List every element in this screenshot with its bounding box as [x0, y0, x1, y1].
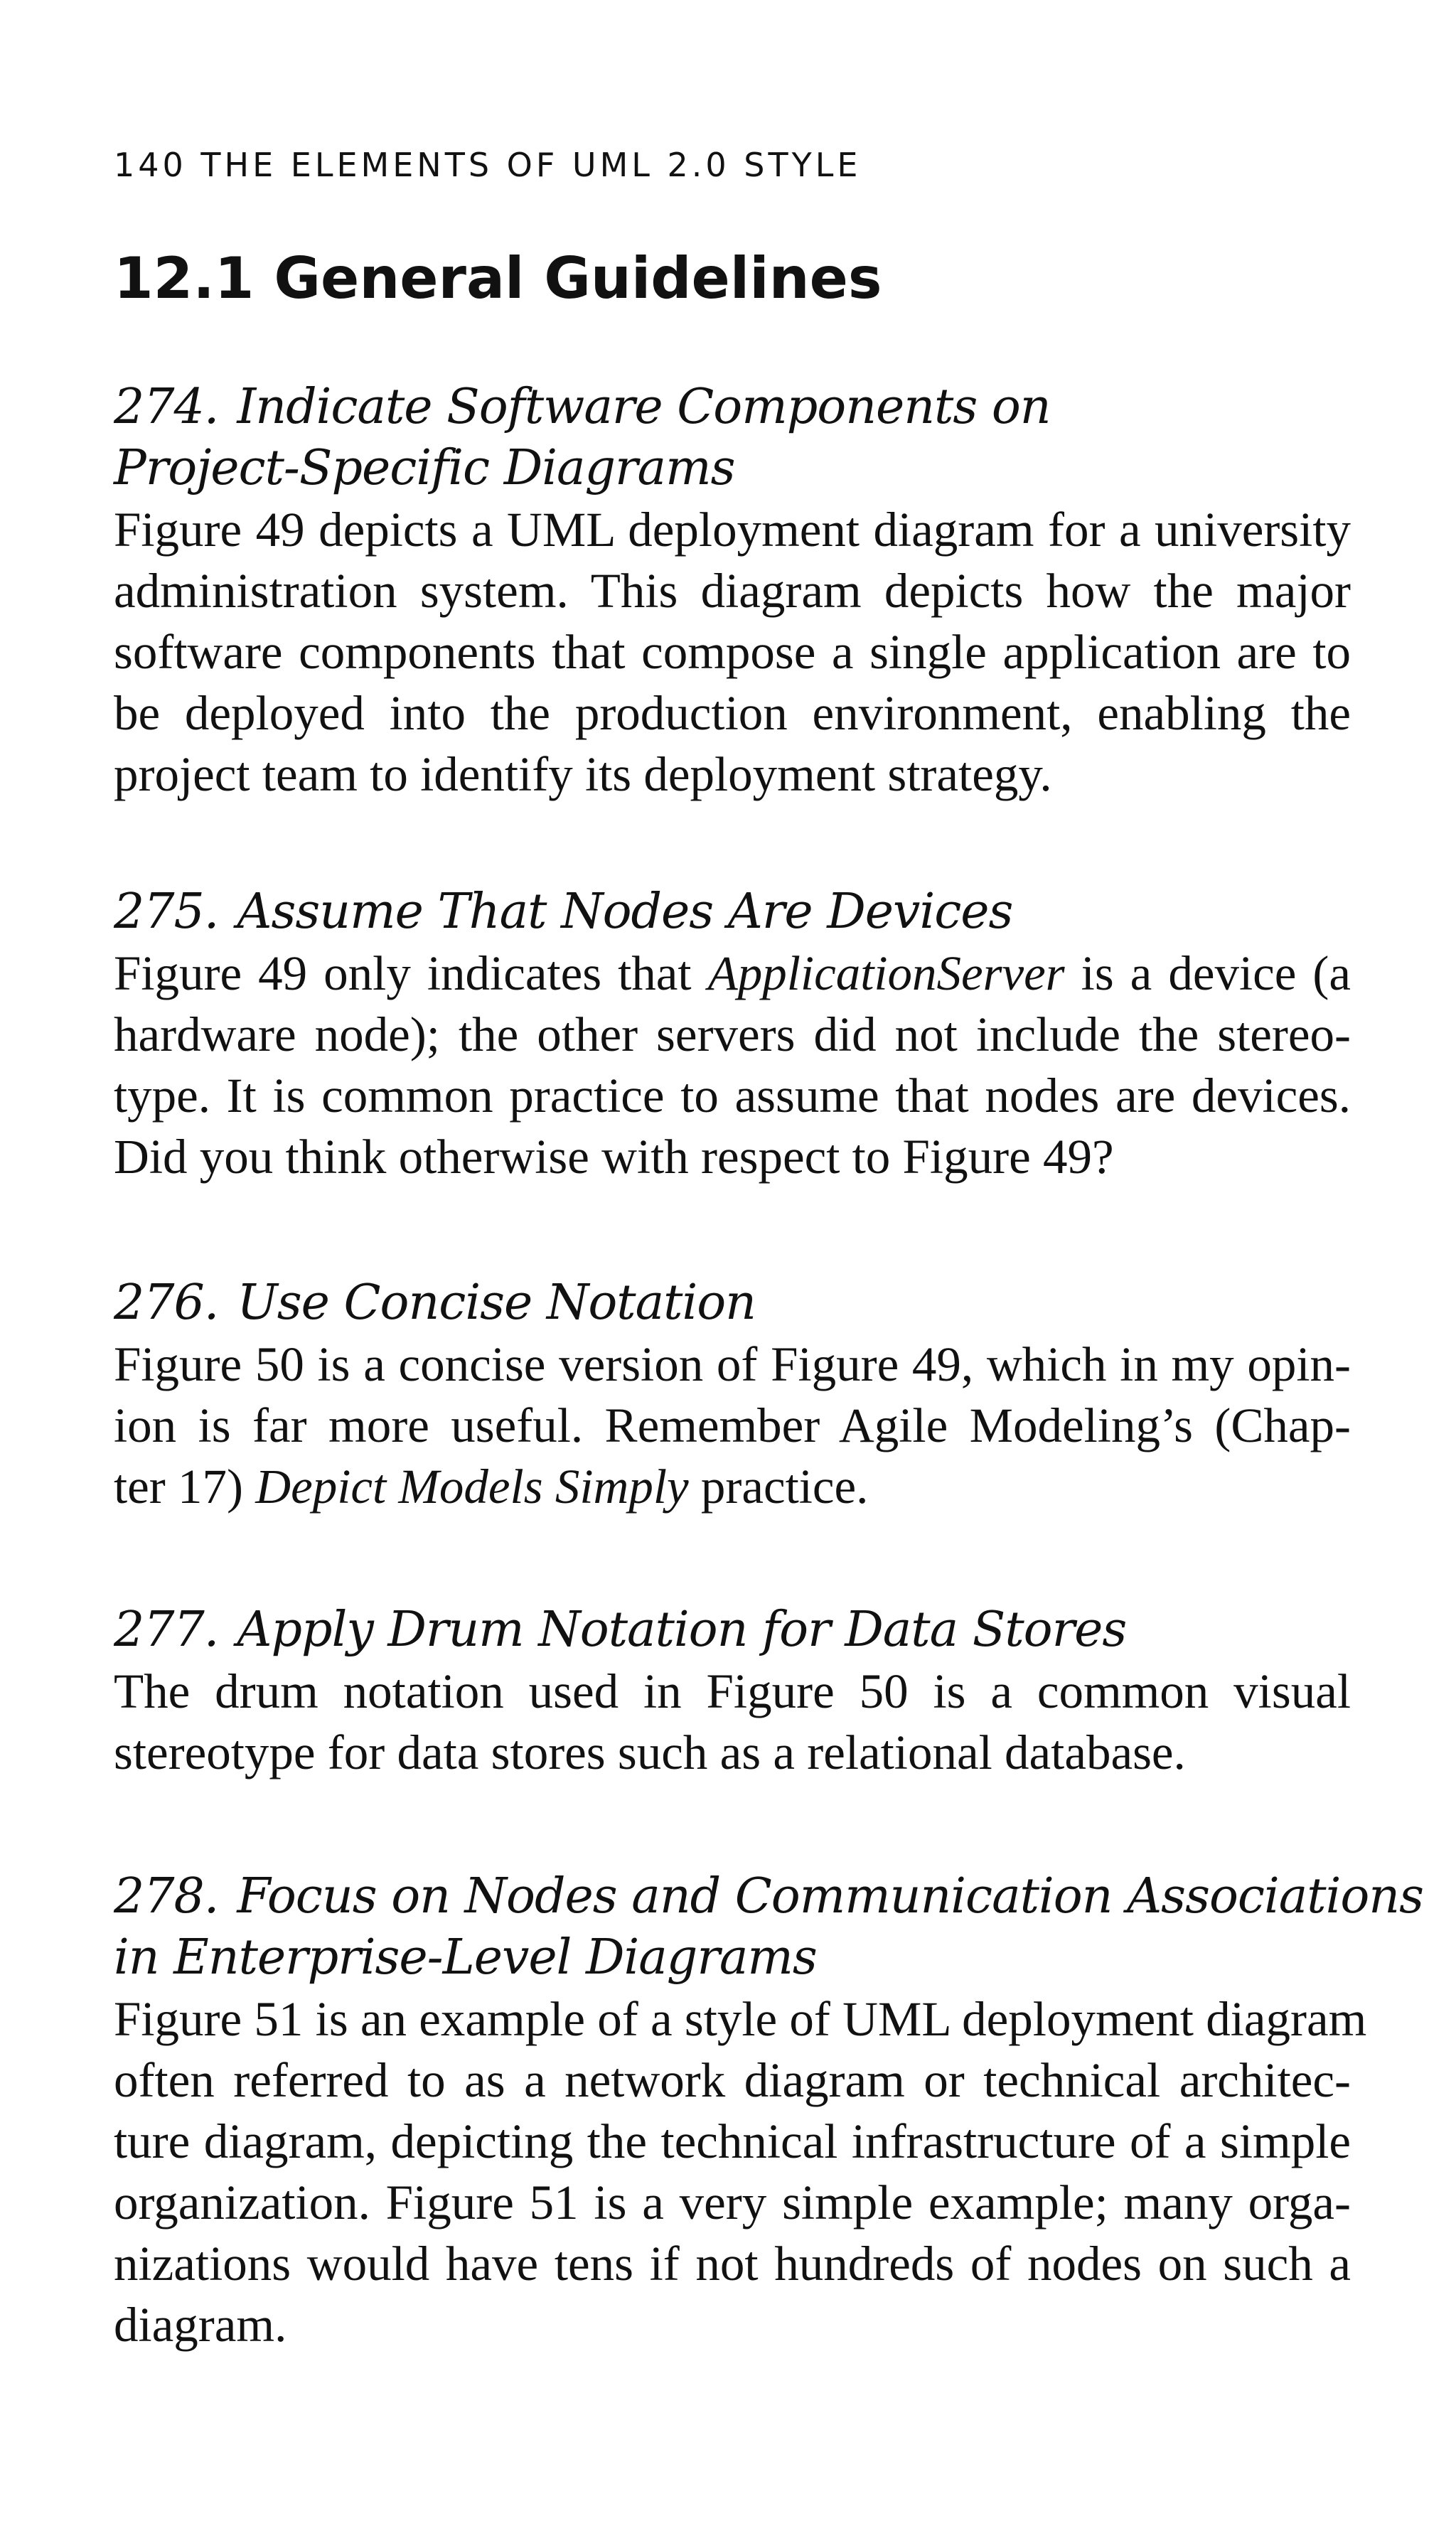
guideline-item — [114, 1273, 1351, 1517]
guideline-heading-line — [114, 438, 1351, 499]
body-line: organization. Figure 51 is a very simple example; many orga- — [114, 2175, 1351, 2230]
emphasized-term: Depict Models Simply — [255, 1460, 689, 1514]
guideline-heading-line — [114, 1273, 1351, 1334]
body-line — [114, 1456, 1351, 1517]
body-line: ture diagram, depicting the technical infrastructure of a simple — [114, 2114, 1351, 2168]
guideline-heading-line — [114, 1600, 1351, 1661]
guideline-body — [114, 499, 1351, 805]
guideline-title-text: in Enterprise-Level Diagrams — [114, 1929, 817, 1986]
body-line: Figure 49 depicts a UML deployment diagram for a university — [114, 503, 1351, 557]
guideline-title-text: Apply Drum Notation for Data Stores — [237, 1602, 1127, 1658]
guideline-body — [114, 1661, 1351, 1783]
body-line: Did you think otherwise with respect to Figure 49? — [114, 1130, 1114, 1184]
section-number: 12.1 — [114, 245, 255, 311]
guideline-title-text: Assume That Nodes Are Devices — [237, 884, 1013, 940]
running-head: 140 THE ELEMENTS OF UML 2.0 STYLE — [114, 146, 862, 184]
body-line: nizations would have tens if not hundreds of nodes on such a — [114, 2237, 1351, 2291]
guideline-heading-line — [114, 882, 1351, 943]
body-line: The drum notation used in Figure 50 is a common visual — [114, 1664, 1351, 1718]
body-line: administration system. This diagram depicts how the major — [114, 564, 1351, 618]
body-line: Figure 51 is an example of a style of UML deployment diagram — [114, 1992, 1367, 2046]
body-line: project team to identify its deployment strategy. — [114, 747, 1052, 801]
emphasized-term: ApplicationServer — [707, 946, 1065, 1000]
body-line: hardware node); the other servers did not include the stereo- — [114, 1007, 1351, 1061]
guideline-number: 277. — [114, 1602, 219, 1658]
guideline-title-text: Project-Specific Diagrams — [114, 440, 735, 496]
guideline-number: 274. — [114, 379, 219, 435]
guideline-title-text: Focus on Nodes and Communication Associations — [237, 1868, 1423, 1925]
guideline-title-text: Use Concise Notation — [237, 1275, 756, 1331]
guideline-number: 278. — [114, 1868, 219, 1925]
body-text: is a device (a — [1064, 946, 1351, 1000]
body-text: Figure 49 only indicates that — [114, 946, 708, 1000]
body-line: software components that compose a single application are to — [114, 625, 1351, 679]
body-line: often referred to as a network diagram or technical architec- — [114, 2053, 1351, 2107]
section-title — [114, 245, 882, 311]
section-title-text: General Guidelines — [274, 245, 882, 311]
guideline-body — [114, 943, 1351, 1187]
guideline-heading — [114, 377, 1351, 499]
guideline-title-text: Indicate Software Components on — [237, 379, 1051, 435]
guideline-number: 276. — [114, 1275, 219, 1331]
guideline-item — [114, 1600, 1351, 1783]
guideline-heading — [114, 1866, 1423, 1988]
body-line: diagram. — [114, 2298, 287, 2352]
guideline-item — [114, 377, 1351, 805]
body-line: be deployed into the production environment, enabling the — [114, 686, 1351, 740]
guideline-heading-line — [114, 1866, 1423, 1927]
body-line: ion is far more useful. Remember Agile Modeling’s (Chap- — [114, 1398, 1351, 1452]
body-text: practice. — [688, 1460, 869, 1514]
body-line — [114, 943, 1351, 1004]
guideline-heading — [114, 1273, 1351, 1334]
body-line: type. It is common practice to assume that nodes are devices. — [114, 1069, 1351, 1123]
guideline-body — [114, 1334, 1351, 1517]
guideline-number: 275. — [114, 884, 219, 940]
guideline-item — [114, 1866, 1423, 2355]
body-text: ter 17) — [114, 1460, 256, 1514]
guideline-heading-line — [114, 377, 1351, 438]
guideline-heading — [114, 1600, 1351, 1661]
body-line: Figure 50 is a concise version of Figure 49, which in my opin- — [114, 1337, 1351, 1391]
guideline-body — [114, 1988, 1367, 2355]
body-line: stereotype for data stores such as a relational database. — [114, 1725, 1186, 1779]
guideline-heading-line — [114, 1927, 1351, 1988]
guideline-item — [114, 882, 1351, 1187]
guideline-heading — [114, 882, 1351, 943]
